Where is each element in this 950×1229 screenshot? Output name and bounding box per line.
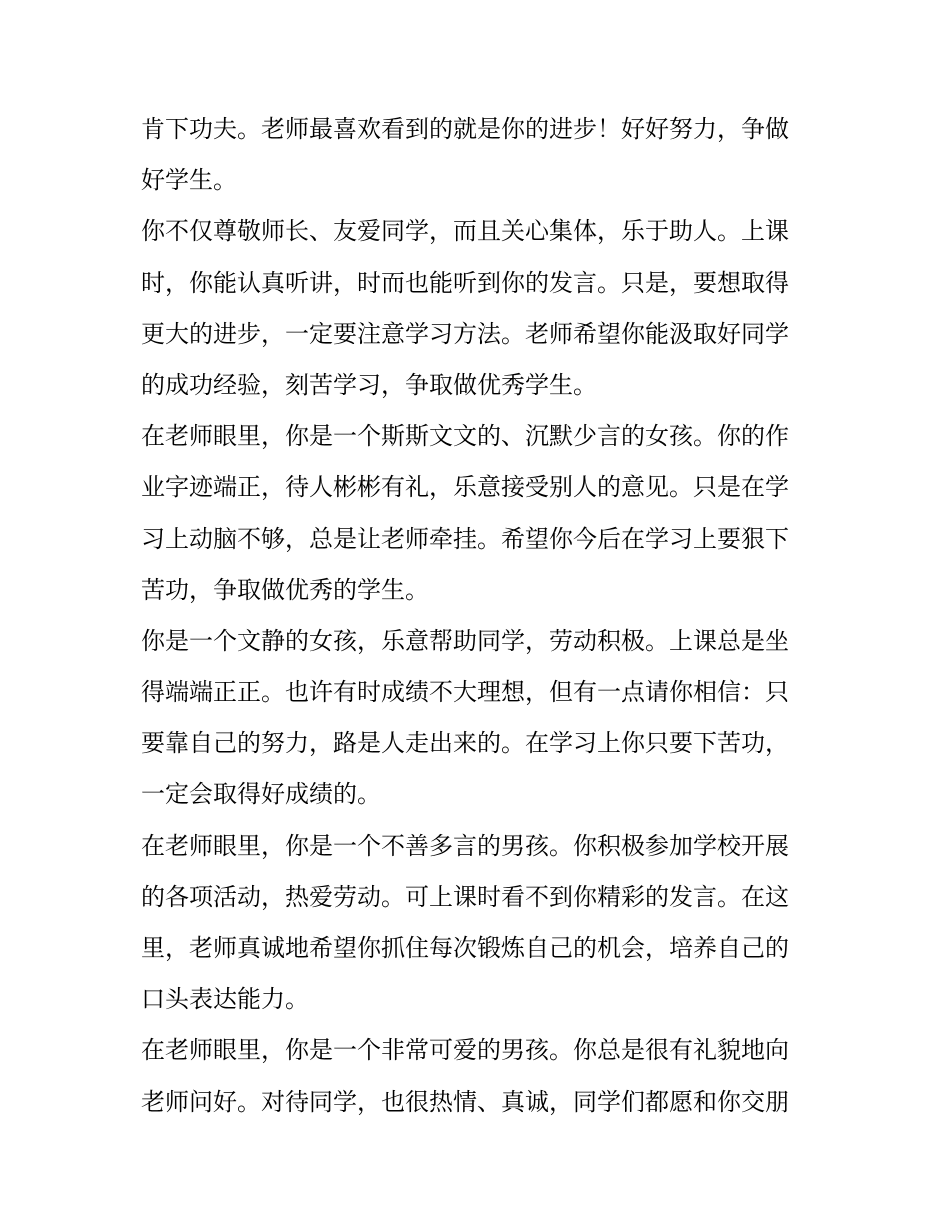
text-line: 在老师眼里，你是一个非常可爱的男孩。你总是很有礼貌地向 xyxy=(141,1036,789,1065)
document-body xyxy=(141,104,811,1128)
text-line: 苦功，争取做优秀的学生。 xyxy=(141,575,429,604)
text-line: 的成功经验，刻苦学习，争取做优秀学生。 xyxy=(141,370,597,399)
text-line: 你是一个文静的女孩，乐意帮助同学，劳动积极。上课总是坐 xyxy=(141,626,789,655)
text-line: 里，老师真诚地希望你抓住每次锻炼自己的机会，培养自己的 xyxy=(141,934,789,962)
text-line: 肯下功夫。老师最喜欢看到的就是你的进步！好好努力，争做 xyxy=(141,115,789,143)
text-line: 你不仅尊敬师长、友爱同学，而且关心集体，乐于助人。上课 xyxy=(141,217,789,246)
text-line: 要靠自己的努力，路是人走出来的。在学习上你只要下苦功， xyxy=(141,729,789,758)
text-line: 的各项活动，热爱劳动。可上课时看不到你精彩的发言。在这 xyxy=(141,882,789,911)
text-line: 在老师眼里，你是一个斯斯文文的、沉默少言的女孩。你的作 xyxy=(141,422,789,451)
paragraph-6 xyxy=(141,1025,811,1127)
text-line: 在老师眼里，你是一个不善多言的男孩。你积极参加学校开展 xyxy=(141,831,789,860)
paragraph-3 xyxy=(141,411,811,616)
text-line: 更大的进步，一定要注意学习方法。老师希望你能汲取好同学 xyxy=(141,319,789,348)
paragraph-2 xyxy=(141,206,811,411)
paragraph-4 xyxy=(141,616,811,821)
text-line: 口头表达能力。 xyxy=(141,985,309,1014)
paragraph-5 xyxy=(141,821,811,1026)
text-line: 好学生。 xyxy=(141,166,237,195)
text-line: 一定会取得好成绩的。 xyxy=(141,780,381,809)
text-line: 习上动脑不够，总是让老师牵挂。希望你今后在学习上要狠下 xyxy=(141,524,789,553)
text-line: 老师问好。对待同学，也很热情、真诚，同学们都愿和你交朋 xyxy=(141,1087,789,1116)
paragraph-1 xyxy=(141,104,811,206)
text-line: 业字迹端正，待人彬彬有礼，乐意接受别人的意见。只是在学 xyxy=(141,473,789,502)
text-line: 时，你能认真听讲，时而也能听到你的发言。只是，要想取得 xyxy=(141,268,789,297)
text-line: 得端端正正。也许有时成绩不大理想，但有一点请你相信：只 xyxy=(141,678,789,707)
